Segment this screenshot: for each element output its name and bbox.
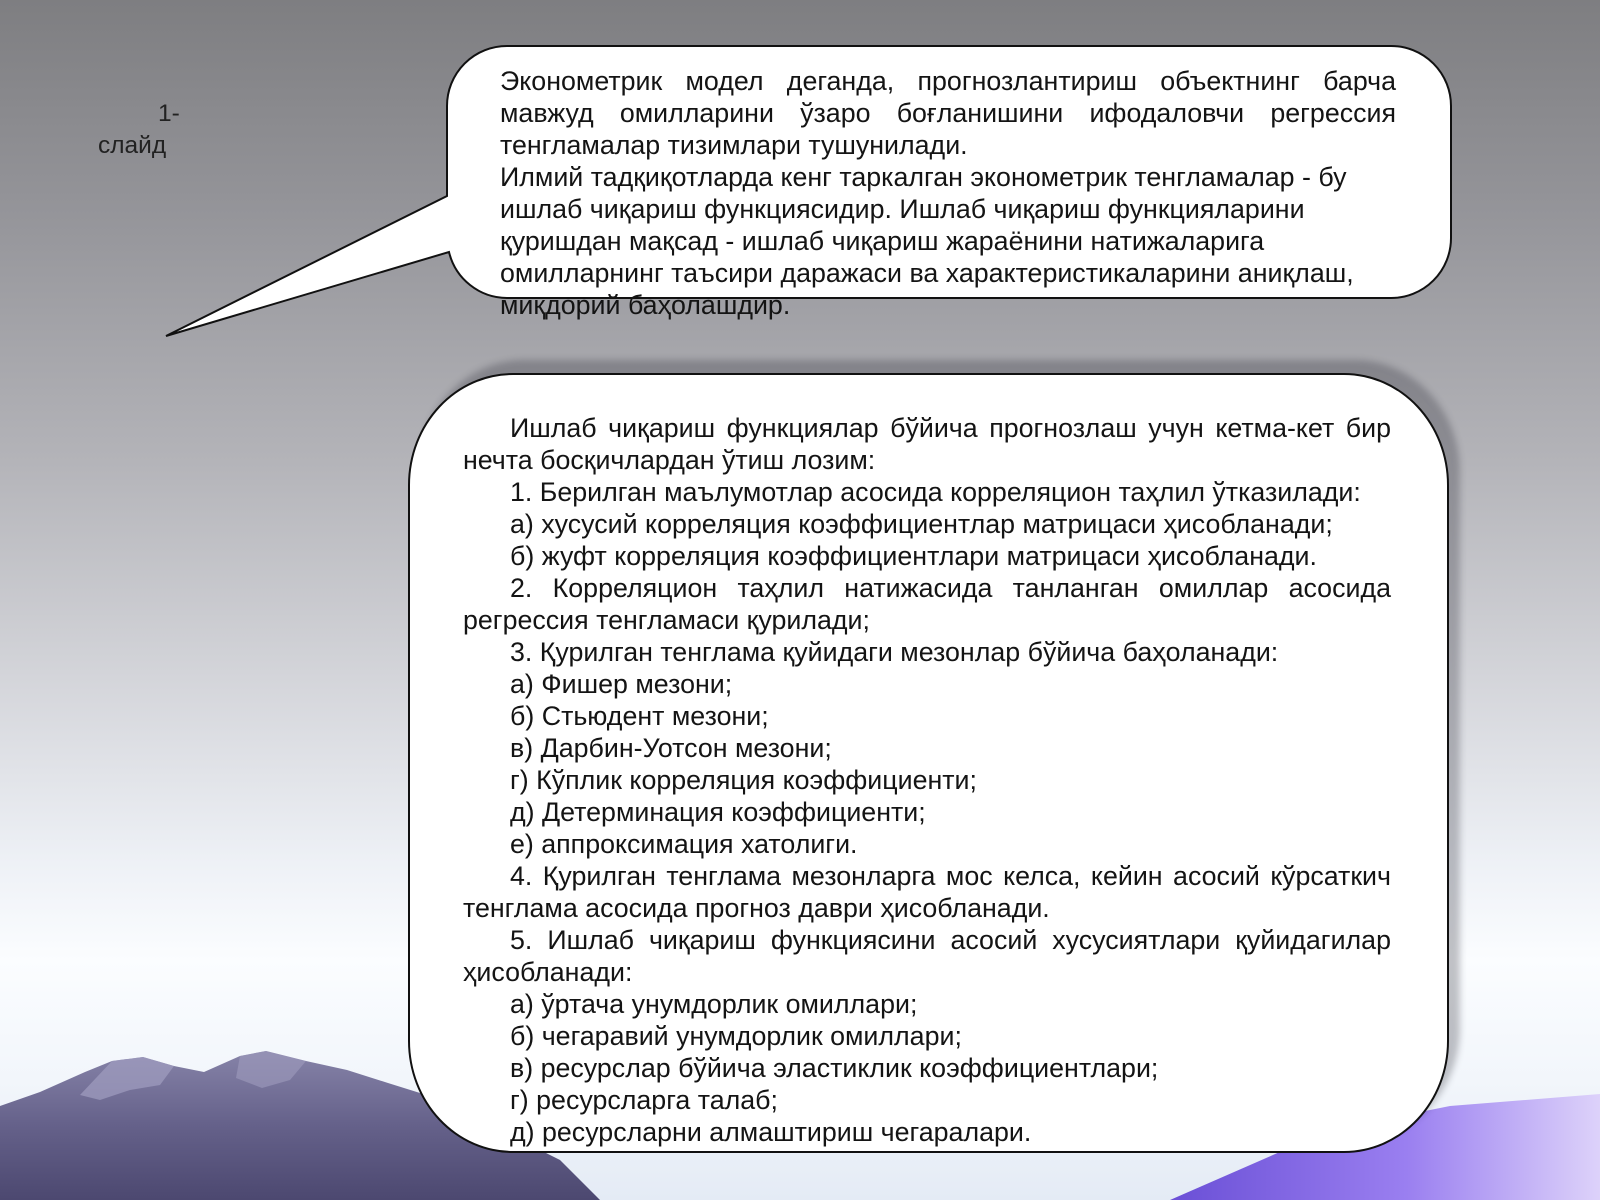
step-5-e: д) ресурсларни алмаштириш чегаралари.: [510, 1117, 1032, 1147]
forecasting-steps-box: [408, 373, 1449, 1153]
step-5-a: а) ўртача унумдорлик омиллари;: [510, 989, 918, 1019]
step-3-a: а) Фишер мезони;: [510, 669, 733, 699]
step-3: 3. Қурилган тенглама қуйидаги мезонлар бўйича баҳоланади:: [510, 637, 1279, 667]
slide-word: слайд: [98, 132, 167, 159]
steps-intro: Ишлаб чиқариш функциялар бўйича прогнозлаш учун кетма-кет бир нечта босқичлардан ўтиш лозим:: [463, 413, 1391, 475]
step-3-c: в) Дарбин-Уотсон мезони;: [510, 733, 832, 763]
production-function-paragraph: Илмий тадқиқотларда кенг таркалган эконометрик тенгламалар - бу ишлаб чиқариш функциясидир. Ишлаб чиқариш функцияларини қуришдан мақсад - ишлаб чиқариш жараёнини натижаларига омилларнинг таъсири даражаси ва характеристикаларини аниқлаш, миқдорий баҳолашдир.: [500, 162, 1354, 320]
step-5-c: в) ресурслар бўйича эластиклик коэффициентлари;: [510, 1053, 1159, 1083]
econometric-model-definition: Эконометрик модел деганда, прогнозлантириш объектнинг барча мавжуд омилларини ўзаро боғланишини ифодаловчи регрессия тенгламалар тизимлари тушунилади.: [500, 66, 1396, 160]
step-1: 1. Берилган маълумотлар асосида корреляцион таҳлил ўтказилади:: [510, 477, 1361, 507]
step-3-e: д) Детерминация коэффициенти;: [510, 797, 926, 827]
step-5: 5. Ишлаб чиқариш функциясини асосий хусусиятлари қуйидагилар ҳисобланади:: [463, 925, 1391, 987]
step-1-b: б) жуфт корреляция коэффициентлари матрицаси ҳисобланади.: [510, 541, 1317, 571]
slide-number: 1-: [158, 100, 180, 127]
step-3-d: г) Кўплик корреляция коэффициенти;: [510, 765, 977, 795]
step-2: 2. Корреляцион таҳлил натижасида танланган омиллар асосида регрессия тенгламаси қурилади;: [463, 573, 1391, 635]
step-5-b: б) чегаравий унумдорлик омиллари;: [510, 1021, 962, 1051]
slide-number-label: [98, 98, 188, 162]
step-1-a: а) хусусий корреляция коэффициентлар матрицаси ҳисобланади;: [510, 509, 1333, 539]
step-3-f: е) аппроксимация хатолиги.: [510, 829, 858, 859]
step-4: 4. Қурилган тенглама мезонларга мос келса, кейин асосий кўрсаткич тенглама асосида прогноз даври ҳисобланади.: [463, 861, 1391, 923]
forecasting-steps-text: [463, 412, 1391, 1148]
step-5-d: г) ресурсларга талаб;: [510, 1085, 778, 1115]
callout-text: [500, 65, 1396, 321]
step-3-b: б) Стьюдент мезони;: [510, 701, 769, 731]
